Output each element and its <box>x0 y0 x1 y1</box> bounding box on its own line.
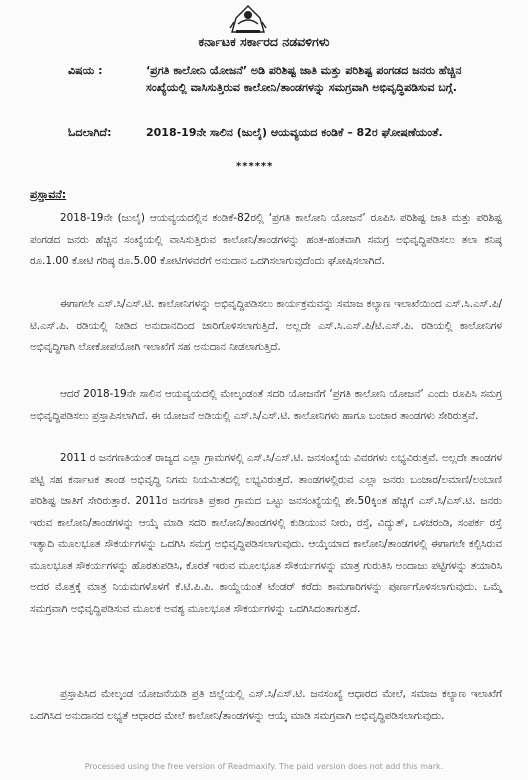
watermark-text: Processed using the free version of Readmaxify. The paid version does not add this mark. <box>84 762 444 771</box>
reference-block <box>68 124 508 160</box>
paragraph-4: 2011 ರ ಜನಗಣತಿಯಂತೆ ರಾಜ್ಯದ ಎಲ್ಲಾ ಗ್ರಾಮಗಳಲ್ಲಿ ಎಸ್.ಸಿ/ಎಸ್.ಟಿ. ಜನಸಂಖ್ಯೆಯ ವಿವರಗಳು ಲಭ್ಯವಿರುತ್ತವೆ. ಅಲ್ಲದೇ ತಾಂಡಗಳ ಪಟ್ಟಿ ಸಹ ಕರ್ನಾಟಕ ತಾಂಡ ಅಭಿವೃದ್ಧಿ ನಿಗಮ ನಿಯಮಿತದಲ್ಲಿ ಲಭ್ಯವಿರುತ್ತದೆ. ತಾಂಡಗಳಲ್ಲಿರುವ ಎಲ್ಲಾ ಜನರು ಬಂಜಾರ/ಲಮಾಣಿ/ಲಂಬಾಣಿ ಪರಿಶಿಷ್ಟ ಜಾತಿಗೆ ಸೇರಿರುತ್ತಾರೆ. 2011ರ ಜನಗಣತಿ ಪ್ರಕಾರ ಗ್ರಾಮದ ಒಟ್ಟು ಜನಸಂಖ್ಯೆಯಲ್ಲಿ ಶೇ.50ಕ್ಕಿಂತ ಹೆಚ್ಚಿಗೆ ಎಸ್.ಸಿ/ಎಸ್.ಟಿ. ಜನರು ಇರುವ ಕಾಲೋನಿ/ತಾಂಡಗಳನ್ನು ಆಯ್ಕೆ ಮಾಡಿ ಸದರಿ ಕಾಲೋನಿ/ತಾಂಡಗಳಲ್ಲಿ ಕುಡಿಯುವ ನೀರು, ರಸ್ತೆ, ವಿದ್ಯುತ್, ಒಳಚರಂಡಿ, ಸಂಪರ್ಕ ರಸ್ತೆ ಇತ್ಯಾದಿ ಮೂಲಭೂತ ಸೌಕರ್ಯಗಳನ್ನು ಒದಗಿಸಿ ಸಮಗ್ರ ಅಭಿವೃದ್ಧಿಪಡಿಸಲಾಗುವುದು. ಆಯ್ಕೆಯಾದ ಕಾಲೋನಿ/ತಾಂಡಗಳಲ್ಲಿ ಈಗಾಗಲೇ ಕಲ್ಪಿಸಿರುವ ಮೂಲಭೂತ ಸೌಕರ್ಯಗಳನ್ನು ಹೊರತುಪಡಿಸಿ, ಕೊರತೆ ಇರುವ ಮೂಲಭೂತ ಸೌಕರ್ಯಗಳನ್ನು ಮಾತ್ರ ಗುರುತಿಸಿ ಅಂದಾಜು ಪಟ್ಟಿಗಳನ್ನು ತಯಾರಿಸಿ ಅದರ ಮೊತ್ತಕ್ಕೆ ಮಾತ್ರ ನಿಯಮಗಳೊಳಗೆ ಕೆ.ಟಿ.ಪಿ.ಪಿ. ಕಾಯ್ದೆಯಂತೆ ಟೆಂಡರ್ ಕರೆದು ಕಾಮಗಾರಿಗಳನ್ನು ಪೂರ್ಣಗೊಳಿಸಲಾಗುವುದು. ಒಮ್ಮೆ ಸಮಗ್ರವಾಗಿ ಅಭಿವೃದ್ಧಿಪಡಿಸುವ ಮೂಲಕ ಅವಶ್ಯ ಮೂಲಭೂತ ಸೌಕರ್ಯಗಳನ್ನು ಒದಗಿಸಿದಂತಾಗುತ್ತದೆ. <box>30 452 502 615</box>
reference-text: 2018-19ನೇ ಸಾಲಿನ (ಜುಲೈ) ಆಯವ್ಯಯದ ಕಂಡಿಕೆ – 82ರ ಘೋಷಣೆಯಂತೆ. <box>146 126 443 139</box>
paragraph-2: ಈಗಾಗಲೇ ಎಸ್.ಸಿ/ಎಸ್.ಟಿ. ಕಾಲೋನಿಗಳನ್ನು ಅಭಿವೃದ್ಧಿಪಡಿಸಲು ಕಾರ್ಯಕ್ರಮವನ್ನು ಸಮಾಜ ಕಲ್ಯಾಣ ಇಲಾಖೆಯಿಂದ ಎಸ್.ಸಿ.ಎಸ್.ಪಿ/ಟಿ.ಎಸ್.ಪಿ. ರಡಿಯಲ್ಲಿ ನೀಡಿದ ಅನುದಾನದಿಂದ ಜಾರಿಗೊಳಿಸಲಾಗುತ್ತಿದೆ. ಅಲ್ಲದೇ ಎಸ್.ಸಿ.ಎಸ್.ಪಿ/ಟಿ.ಎಸ್.ಪಿ. ರಡಿಯಲ್ಲಿ ಕಾಲೋನಿಗಳ ಅಭಿವೃದ್ಧಿಗಾಗಿ ಲೋಕೋಪಯೋಗಿ ಇಲಾಖೆಗೆ ಸಹ ಅನುದಾನ ನೀಡಲಾಗುತ್ತಿದೆ. <box>30 298 502 353</box>
reference-label: ಓದಲಾಗಿದೆ: <box>68 126 112 139</box>
paragraph-1: 2018-19ನೇ (ಜುಲೈ) ಆಯವ್ಯಯದಲ್ಲಿನ ಕಂಡಿಕೆ-82ರಲ್ಲಿ ‘ಪ್ರಗತಿ ಕಾಲೋನಿ ಯೋಜನೆ’ ರೂಪಿಸಿ ಪರಿಶಿಷ್ಟ ಜಾತಿ ಮತ್ತು ಪರಿಶಿಷ್ಟ ಪಂಗಡದ ಜನರು ಹೆಚ್ಚಿನ ಸಂಖ್ಯೆಯಲ್ಲಿ ವಾಸಿಸುತ್ತಿರುವ ಕಾಲೋನಿ/ತಾಂಡಗಳನ್ನು ಹಂತ-ಹಂತವಾಗಿ ಸಮಗ್ರ ಅಭಿವೃದ್ಧಿಪಡಿಸಲು ತಲಾ ಕನಿಷ್ಠ ರೂ.1.00 ಕೋಟಿ ಗರಿಷ್ಠ ರೂ.5.00 ಕೋಟಿಗಳವರೆಗೆ ಅನುದಾನ ಒದಗಿಸಲಾಗುವುದೆಂದು ಘೋಷಿಸಲಾಗಿದೆ. <box>30 212 502 267</box>
separator-stars: ****** <box>236 161 274 172</box>
subject-label: ವಿಷಯ : <box>68 64 103 77</box>
paragraph-3: ಆದರೆ 2018-19ನೇ ಸಾಲಿನ ಆಯವ್ಯಯದಲ್ಲಿ ಮೇಲ್ಕಂಡಂತೆ ಸದರಿ ಯೋಜನೆಗೆ ‘ಪ್ರಗತಿ ಕಾಲೋನಿ ಯೋಜನೆ’ ಎಂದು ರೂಪಿಸಿ ಸಮಗ್ರ ಅಭಿವೃದ್ಧಿಪಡಿಸಲು ಪ್ರಸ್ತಾಪಿಸಲಾಗಿದೆ. ಈ ಯೋಜನೆ ಅಡಿಯಲ್ಲಿ ಎಸ್.ಸಿ/ಎಸ್.ಟಿ. ಕಾಲೋನಿಗಳು ಹಾಗೂ ಬಂಜಾರ ತಾಂಡಗಳು ಸೇರಿರುತ್ತವೆ. <box>30 388 502 422</box>
subject-text: ‘ಪ್ರಗತಿ ಕಾಲೋನಿ ಯೋಜನೆ’ ಅಡಿ ಪರಿಶಿಷ್ಟ ಜಾತಿ ಮತ್ತು ಪರಿಶಿಷ್ಟ ಪಂಗಡದ ಜನರು ಹೆಚ್ಚಿನ ಸಂಖ್ಯೆಯಲ್ಲಿ ವಾಸಿಸುತ್ತಿರುವ ಕಾಲೋನಿ/ತಾಂಡಗಳನ್ನು ಸಮಗ್ರವಾಗಿ ಅಭಿವೃದ್ಧಿಪಡಿಸುವ ಬಗ್ಗೆ. <box>146 64 462 94</box>
section-title: ಪ್ರಸ್ತಾವನೆ: <box>30 188 67 201</box>
department-title: ಕರ್ನಾಟಕ ಸರ್ಕಾರದ ನಡವಳಿಗಳು <box>198 34 330 49</box>
state-emblem-icon <box>226 2 270 36</box>
paragraph-5: ಪ್ರಸ್ತಾಪಿಸಿದ ಮೇಲ್ಕಂಡ ಯೋಜನೆಯಡಿ ಪ್ರತಿ ಜಿಲ್ಲೆಯಲ್ಲಿ ಎಸ್.ಸಿ/ಎಸ್.ಟಿ. ಜನಸಂಖ್ಯೆ ಆಧಾರದ ಮೇಲೆ, ಸಮಾಜ ಕಲ್ಯಾಣ ಇಲಾಖೆಗೆ ಒದಗಿಸಿದ ಅನುದಾನದ ಲಭ್ಯತೆ ಆಧಾರದ ಮೇಲೆ ಕಾಲೋನಿ/ತಾಂಡಗಳನ್ನು ಆಯ್ಕೆ ಮಾಡಿ ಸಮಗ್ರವಾಗಿ ಅಭಿವೃದ್ಧಿಪಡಿಸಲಾಗುವುದು. <box>30 688 502 722</box>
